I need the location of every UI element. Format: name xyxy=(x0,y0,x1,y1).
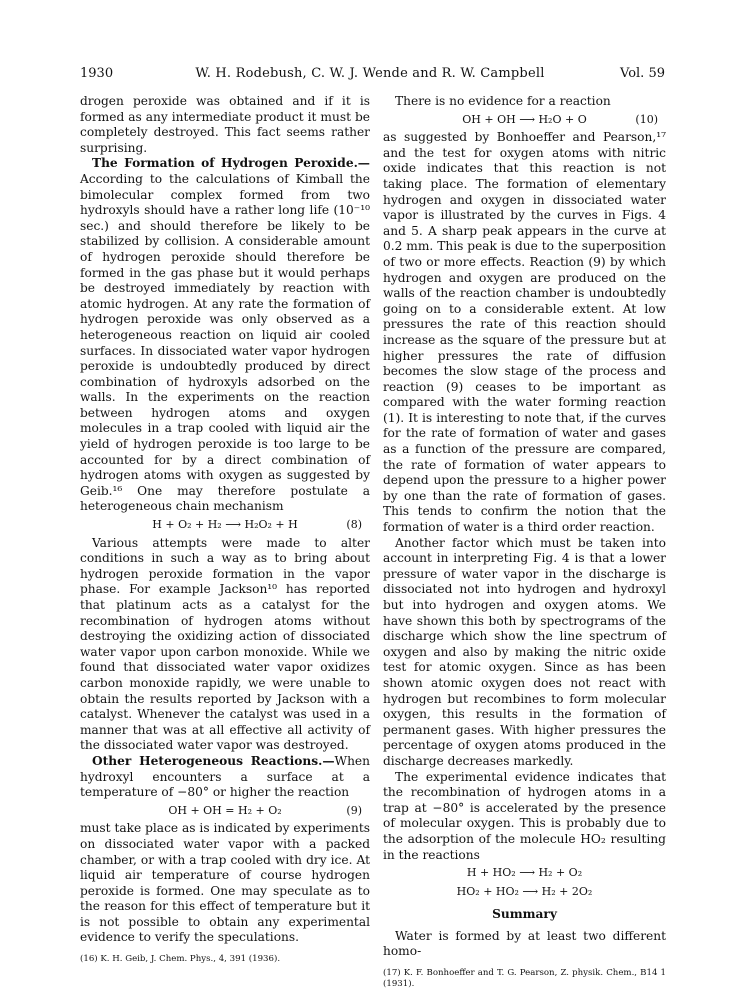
equation-text: OH + OH ⟶ H₂O + O xyxy=(462,112,587,126)
paragraph: drogen peroxide was obtained and if it is formed as any intermediate product it must be completely destroyed. This fact seems rather surprising. xyxy=(80,94,370,155)
section-heading: The Formation of Hydrogen Peroxide.— xyxy=(92,156,370,171)
page-number: 1930 xyxy=(80,66,114,81)
paragraph: must take place as is indicated by experiments on dissociated water vapor with a packed chamber, or with a trap cooled with dry ice. At liquid air temperature of course hydrogen peroxide is formed. One may speculate as to the reason for this effect of temperature but it is not possible to obtain any experimental evidence to verify the speculations. xyxy=(80,821,370,945)
right-column xyxy=(383,94,666,990)
equation-9 xyxy=(80,803,370,819)
footnote-17: (17) K. F. Bonhoeffer and T. G. Pearson, Z. physik. Chem., B14 1 (1931). xyxy=(383,968,666,990)
footnote-16: (16) K. H. Geib, J. Chem. Phys., 4, 391 (1936). xyxy=(80,954,281,965)
paragraph: Another factor which must be taken into account in interpreting Fig. 4 is that a lower pressure of water vapor in the discharge is dissociated not into hydrogen and hydroxyl but into hydrogen and oxygen atoms. We have shown this both by spectrograms of the discharge which show the line spectrum of oxygen and also by making the nitric oxide test for atomic oxygen. Since as has been shown atomic oxygen does not react with hydrogen but recombines to form molecular oxygen, this results in the formation of permanent gases. With higher pressures the percentage of oxygen atoms produced in the discharge decreases markedly. xyxy=(383,535,666,768)
equation-text: H + O₂ + H₂ ⟶ H₂O₂ + H xyxy=(152,518,298,532)
paragraph: as suggested by Bonhoeffer and Pearson,¹⁷ and the test for oxygen atoms with nitric oxide indicates that this reaction is not taking place. The formation of elementary hydrogen and oxygen in dissociated water vapor is illustrated by the curves in Figs. 4 and 5. A sharp peak appears in the curve at 0.2 mm. This peak is due to the superposition of two or more effects. Reaction (9) by which hydrogen and oxygen are produced on the walls of the reaction chamber is undoubtedly going on to a considerable extent. At low pressures the rate of this reaction should increase as the square of the pressure but at higher pressures the rate of diffusion becomes the slow stage of the process and reaction (9) ceases to be important as compared with the water forming reaction (1). It is interesting to note that, if the curves for the rate of formation of water and gases as a function of the pressure are compared, the rate of formation of water appears to depend upon the pressure to a higher power by one than the rate of formation of gases. This tends to confirm the notion that the formation of water is a third order reaction. xyxy=(383,130,666,535)
section-paragraph xyxy=(80,754,370,801)
paragraph: There is no evidence for a reaction xyxy=(395,94,611,108)
equation-number: (8) xyxy=(346,518,362,532)
equation-reaction-1: H + HO₂ ⟶ H₂ + O₂ xyxy=(466,866,583,880)
running-header xyxy=(0,66,740,82)
section-paragraph xyxy=(80,156,370,515)
section-heading: Other Heterogeneous Reactions.— xyxy=(92,753,335,768)
equation-reaction-2: HO₂ + HO₂ ⟶ H₂ + 2O₂ xyxy=(456,884,593,898)
equation-number: (10) xyxy=(635,112,658,126)
equation-10 xyxy=(383,112,666,128)
volume-label: Vol. 59 xyxy=(620,66,665,81)
summary-heading: Summary xyxy=(492,907,557,922)
author-header: W. H. Rodebush, C. W. J. Wende and R. W. Campbell xyxy=(195,66,545,81)
paragraph: Various attempts were made to alter conditions in such a way as to bring about hydrogen peroxide formation in the vapor phase. For example Jackson¹⁰ has reported that platinum acts as a catalyst for the recombination of hydrogen atoms without destroying the oxidizing action of dissociated water vapor upon carbon monoxide. While we found that dissociated water vapor oxidizes carbon monoxide rapidly, we were unable to obtain the results reported by Jackson with a catalyst. Whenever the catalyst was used in a manner that was at all effective all activity of the dissociated water vapor was destroyed. xyxy=(80,535,370,753)
equation-number: (9) xyxy=(346,803,362,817)
equation-text: OH + OH = H₂ + O₂ xyxy=(168,803,282,817)
paragraph: Water is formed by at least two different homo- xyxy=(383,928,666,959)
left-column xyxy=(80,94,370,965)
equation-8 xyxy=(80,517,370,533)
paragraph-text: When hydroxyl encounters a surface at a temperature of −80° or higher the reaction xyxy=(80,753,370,800)
paragraph: The experimental evidence indicates that the recombination of hydrogen atoms in a trap at −80° is accelerated by the presence of molecular oxygen. This is probably due to the adsorption of the molecule HO₂ resulting in the reactions xyxy=(383,769,666,862)
paragraph-text: According to the calculations of Kimball the bimolecular complex formed from two hydroxyls should have a rather long life (10⁻¹⁰ sec.) and should therefore be likely to be stabilized by collision. A considerable amount of hydrogen peroxide should therefore be formed in the gas phase but it would perhaps be destroyed immediately by reaction with atomic hydrogen. At any rate the formation of hydrogen peroxide was only observed as a heterogeneous reaction on liquid air cooled surfaces. In dissociated water vapor hydrogen peroxide is undoubtedly produced by direct combination of hydroxyls adsorbed on the walls. In the experiments on the reaction between hydrogen atoms and oxygen molecules in a trap cooled with liquid air the yield of hydrogen peroxide is too large to be accounted for by a direct combination of hydrogen atoms with oxygen as suggested by Geib.¹⁶ One may therefore postulate a heterogeneous chain mechanism xyxy=(80,171,370,514)
